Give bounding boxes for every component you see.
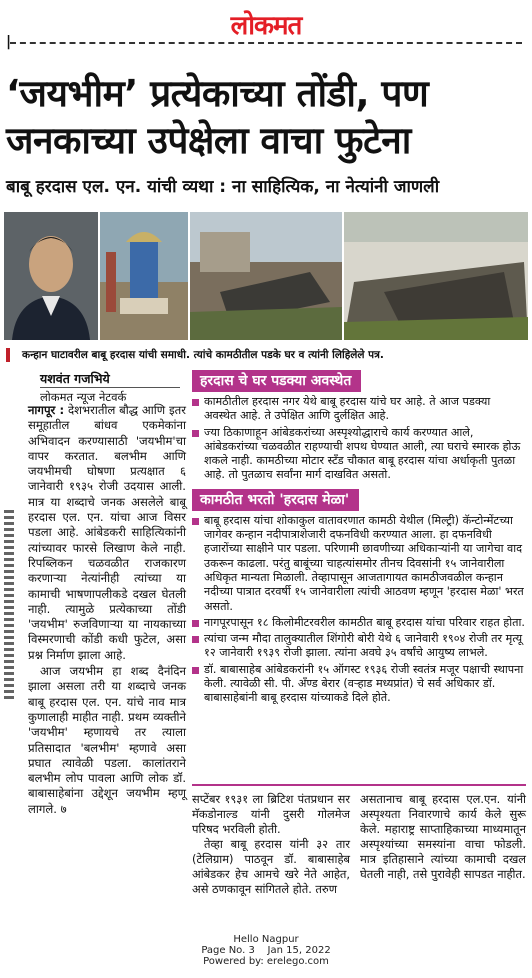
photo-caption: कन्हान घाटावरील बाबू हरदास यांची समाधी. त्यांचे कामठीतील पडके घर व त्यांनी लिहिलेले पत्र. xyxy=(22,349,384,361)
ruined-house-photo xyxy=(190,212,342,340)
headline xyxy=(6,70,526,164)
section-list-house xyxy=(192,395,526,483)
bullet-square-icon xyxy=(192,667,199,674)
byline-author: यशवंत गजभिये xyxy=(40,371,110,386)
section-heading-house: हरदास चे घर पडक्या अवस्थेत xyxy=(192,370,361,392)
list-item: नागपूरपासून १८ किलोमीटरवरील कामठीत बाबू हरदास यांचा परिवार राहत होता. xyxy=(192,616,526,630)
footer-powered-by: Powered by: erelego.com xyxy=(203,956,329,967)
list-item: डॉ. बाबासाहेब आंबेडकरांनी १५ ऑगस्ट १९३६ रोजी स्वतंत्र मजूर पक्षाची स्थापना केली. त्यावेळी सी. पी. अँण्ड बेरार (वऱ्हाड मध्यप्रांत) चे सर्व अधिकार डॉ. बाबासाहेबांनी बाबू हरदास यांच्याकडे दिले होते. xyxy=(192,663,526,706)
handwritten-letter-photo xyxy=(344,212,528,340)
bullet-square-icon xyxy=(192,399,199,406)
subheadline: बाबू हरदास एल. एन. यांची व्यथा : ना साहित्यिक, ना नेत्यांनी जाणली xyxy=(6,177,440,197)
headline-line-1: ‘जयभीम’ प्रत्येकाच्या तोंडी, पण xyxy=(6,72,429,115)
memorial-photo xyxy=(100,212,188,340)
article-sidebar xyxy=(192,370,526,708)
dateline: नागपूर : xyxy=(28,403,65,417)
caption-marker xyxy=(6,348,10,362)
byline-agency: लोकमत न्यूज नेटवर्क xyxy=(40,390,127,404)
page-footer xyxy=(0,934,532,967)
list-item: कामठीतील हरदास नगर येथे बाबू हरदास यांचे घर आहे. ते आज पडक्या अवस्थेत आहे. ते उपेक्षित आणि दुर्लक्षित आहे. xyxy=(192,395,526,424)
headline-line-2: जनकाच्या उपेक्षेला वाचा फुटेना xyxy=(6,119,411,162)
bullet-square-icon xyxy=(192,518,199,525)
body-paragraph: तेव्हा बाबू हरदास यांनी ३२ तार (टेलिग्राम) पाठवून डॉ. बाबासाहेब आंबेडकर हेच आमचे खरे नेते आहेत, असे ठणकावून सांगितले होते. तरुण xyxy=(192,837,350,896)
margin-dashes xyxy=(4,510,14,700)
footer-page-date: Page No. 3 Jan 15, 2022 xyxy=(201,945,331,956)
bullet-square-icon xyxy=(192,620,199,627)
bullet-square-icon xyxy=(192,430,199,437)
article-body-left xyxy=(28,403,186,818)
masthead-divider xyxy=(10,42,522,44)
bullet-square-icon xyxy=(192,636,199,643)
body-paragraph: असतानाच बाबू हरदास एल.एन. यांनी अस्पृश्यता निवारणाचे कार्य केले सुरू केले. महाराष्ट्र साप्ताहिकाच्या माध्यमातून अस्पृश्यांच्या समस्यांना वाचा फोडली. मात्र इतिहासाने त्यांच्या कामाची दखल घेतली नाही, तसे पुरावेही सापडत नाहीत. xyxy=(360,792,526,881)
list-item: त्यांचा जन्म मौदा तालुक्यातील शिंगोरी बोरी येथे ६ जानेवारी १९०४ रोजी तर मृत्यू १२ जानेवारी १९३९ रोजी झाला. त्यांना अवघे ३५ वर्षांचे आयुष्य लाभले. xyxy=(192,632,526,661)
portrait-photo xyxy=(4,212,98,340)
sidebar-bottom-rule xyxy=(192,784,526,786)
section-heading-mela: कामठीत भरतो 'हरदास मेळा' xyxy=(192,489,359,511)
masthead-mark: | xyxy=(6,34,12,50)
list-item: ज्या ठिकाणाहून आंबेडकरांच्या अस्पृश्योद्धाराचे कार्य करण्यात आले, आंबेडकरांच्या चळवळीत राहण्याची शपथ घेण्यात आली, त्या घराचे स्मारक होऊ शकले नाही. कामठीच्या मोटार स्टँड चौकात बाबू हरदास यांचा अर्धाकृती पुतळा आहे. तो पुतळाच सर्वांना मार्ग दाखवित असतो. xyxy=(192,426,526,483)
newspaper-logo: लोकमत xyxy=(230,11,302,41)
body-paragraph: सप्टेंबर १९३१ ला ब्रिटिश पंतप्रधान सर मॅकडोनाल्ड यांनी दुसरी गोलमेज परिषद भरविली होती. xyxy=(192,792,350,836)
byline-divider xyxy=(40,387,180,388)
article-body-bottom-left xyxy=(192,792,350,897)
list-item: बाबू हरदास यांचा शोकाकुल वातावरणात कामठी येथील (मिल्ट्री) कॅन्टोन्मेंटच्या जागेवर कन्हान नदीपात्राशेजारी दफनविधी करण्यात आला. हा दफनविधी हजारोंच्या साक्षीने पार पडला. परिणामी छावणीच्या अधिकाऱ्यांनी या जागेचा वाद उकरून काढला. परंतु बाबूंच्या चाहत्यांसमोर तीनच दिवसांनी १५ जानेवारीला अधिकृत मान्यता मिळाली. तेव्हापासून आजतागायत कामठीजवळील कन्हान नदीच्या पात्रात दरवर्षी १५ जानेवारीला त्यांची आठवण म्हणून 'हरदास मेळा' भरत असतो. xyxy=(192,514,526,614)
footer-edition: Hello Nagpur xyxy=(233,934,299,945)
body-paragraph: आज जयभीम हा शब्द दैनंदिन झाला असला तरी या शब्दाचे जनक बाबू हरदास एल. एन. यांचे नाव मात्र कुणालाही माहीत नाही. प्रथम व्यक्तीने 'जयभीम' म्हणायचे तर त्याला प्रतिसादात 'बलभीम' म्हणावे असा प्रघात त्यावेळी पडला. कालांतराने बलभीम लोप पावला आणि लोक डॉ. बाबासाहेबांना उद्देशून जयभीम म्हणू लागले. ७ xyxy=(28,664,186,816)
section-list-mela xyxy=(192,514,526,706)
body-paragraph: नागपूर : देशभरातील बौद्ध आणि इतर समूहातील बांधव एकमेकांना अभिवादन करण्यासाठी 'जयभीम'चा वापर करतात. बलभीम आणि जयभीमची घोषणा प्रत्यक्षात ६ जानेवारी १९३५ रोजी उदयास आली. मात्र या शब्दाचे जनक असलेले बाबू हरदास एल. एन. यांचा आज विसर पडला आहे. आंबेडकरी साहित्यिकांनी त्यांच्यावर फारसे लिखाण केले नाही. रिपब्लिकन चळवळीत राजकारण करणाऱ्या नेत्यांनीही त्यांच्या या कामाची भाषणापलीकडे दखल घेतली नाही. त्यामुळे प्रत्येकाच्या तोंडी 'जयभीम' रुजविणाऱ्या या नायकाच्या विस्मरणाची कोंडी कधी फुटेल, असा प्रश्न निर्माण झाला आहे. xyxy=(28,403,186,662)
masthead xyxy=(0,0,532,40)
article-body-bottom-right xyxy=(360,792,526,882)
